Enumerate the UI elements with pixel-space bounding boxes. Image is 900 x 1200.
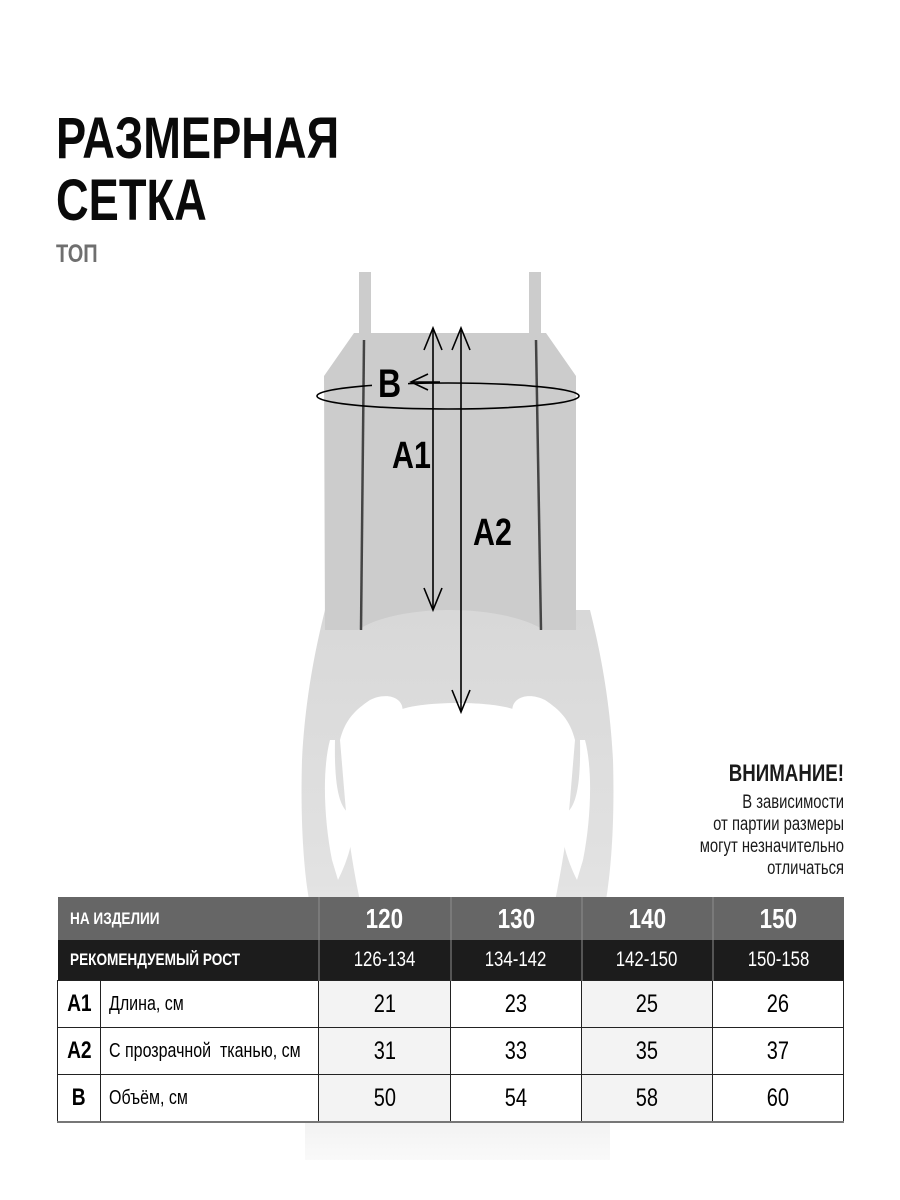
table-row-a1 — [58, 981, 844, 1028]
warning-note — [659, 760, 844, 880]
warning-line: от партии размеры — [713, 814, 844, 835]
left-strap — [359, 272, 371, 337]
size-header-row — [58, 897, 844, 940]
right-strap — [529, 272, 541, 337]
size-table — [57, 897, 844, 1123]
row-code: A1 — [58, 981, 101, 1028]
size-130: 130 — [451, 897, 582, 940]
height-range: 142-150 — [582, 940, 713, 981]
table-cell: 23 — [451, 981, 582, 1028]
warning-line: могут незначительно — [699, 836, 844, 857]
row-code: B — [58, 1075, 101, 1123]
row-label: Длина, см — [101, 981, 319, 1028]
table-cell: 21 — [319, 981, 451, 1028]
row-label: Объём, см — [101, 1075, 319, 1123]
height-row — [58, 940, 844, 981]
size-150: 150 — [713, 897, 844, 940]
height-range: 134-142 — [451, 940, 582, 981]
table-cell: 33 — [451, 1028, 582, 1075]
table-cell: 35 — [582, 1028, 713, 1075]
label-a1: A1 — [392, 434, 431, 477]
title-line-2: СЕТКА — [56, 168, 207, 233]
height-label: РЕКОМЕНДУЕМЫЙ РОСТ — [58, 940, 319, 981]
table-row-b — [58, 1075, 844, 1123]
size-header-label: НА ИЗДЕЛИИ — [58, 897, 319, 940]
table-cell: 60 — [713, 1075, 844, 1123]
size-140: 140 — [582, 897, 713, 940]
table-cell: 50 — [319, 1075, 451, 1123]
table-cell: 26 — [713, 981, 844, 1028]
title-line-1: РАЗМЕРНАЯ — [56, 106, 340, 171]
warning-title: ВНИМАНИЕ! — [728, 760, 844, 787]
table-cell: 58 — [582, 1075, 713, 1123]
warning-line: В зависимости — [742, 792, 844, 813]
label-a2: A2 — [473, 511, 512, 554]
row-label: С прозрачной тканью, см — [101, 1028, 319, 1075]
warning-line: отличаться — [767, 858, 844, 879]
table-cell: 25 — [582, 981, 713, 1028]
table-cell: 31 — [319, 1028, 451, 1075]
height-range: 150-158 — [713, 940, 844, 981]
row-code: A2 — [58, 1028, 101, 1075]
product-type: ТОП — [56, 240, 98, 268]
table-cell: 37 — [713, 1028, 844, 1075]
table-cell: 54 — [451, 1075, 582, 1123]
table-row-a2 — [58, 1028, 844, 1075]
height-range: 126-134 — [319, 940, 451, 981]
size-120: 120 — [319, 897, 451, 940]
label-b: B — [378, 360, 402, 406]
